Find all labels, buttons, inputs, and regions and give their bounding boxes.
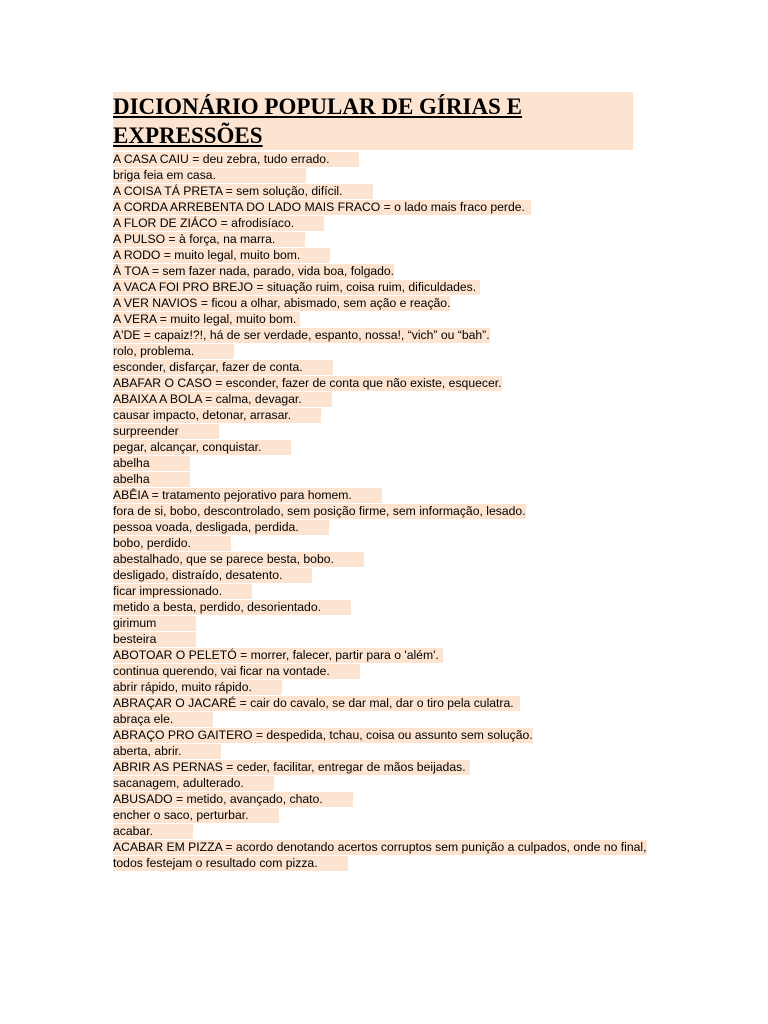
list-item	[113, 647, 713, 663]
entry-text: briga feia em casa.	[113, 168, 306, 183]
entry-text: todos festejam o resultado com pizza.	[113, 856, 348, 871]
list-item	[113, 663, 713, 679]
entry-text: A VERA = muito legal, muito bom.	[113, 312, 300, 327]
list-item	[113, 183, 713, 199]
list-item	[113, 775, 713, 791]
entry-text: A COISA TÁ PRETA = sem solução, difícil.	[113, 184, 373, 199]
entry-text: abelha	[113, 472, 190, 487]
title-line-2: EXPRESSÕES	[113, 123, 269, 148]
entry-text: desligado, distraído, desatento.	[113, 568, 312, 583]
entry-text: A CASA CAIU = deu zebra, tudo errado.	[113, 152, 359, 167]
list-item	[113, 695, 713, 711]
entry-text: ABRIR AS PERNAS = ceder, facilitar, entregar de mãos beijadas.	[113, 760, 470, 775]
list-item	[113, 375, 713, 391]
list-item	[113, 631, 713, 647]
list-item	[113, 391, 713, 407]
list-item	[113, 231, 713, 247]
entry-text: esconder, disfarçar, fazer de conta.	[113, 360, 333, 375]
entry-text: abestalhado, que se parece besta, bobo.	[113, 552, 364, 567]
list-item	[113, 519, 713, 535]
entry-text: aberta, abrir.	[113, 744, 221, 759]
list-item	[113, 807, 713, 823]
entry-text: A CORDA ARREBENTA DO LADO MAIS FRACO = o lado mais fraco perde.	[113, 200, 531, 215]
list-item	[113, 615, 713, 631]
entry-text: metido a besta, perdido, desorientado.	[113, 600, 351, 615]
entry-text: abraça ele.	[113, 712, 213, 727]
list-item	[113, 343, 713, 359]
entry-text: A'DE = capaiz!?!, há de ser verdade, espanto, nossa!, “vich” ou “bah”.	[113, 328, 490, 342]
entry-text: ficar impressionado.	[113, 584, 252, 599]
entry-text: ABAFAR O CASO = esconder, fazer de conta que não existe, esquecer.	[113, 376, 502, 390]
list-item	[113, 439, 713, 455]
list-item	[113, 199, 713, 215]
list-item	[113, 423, 713, 439]
list-item	[113, 455, 713, 471]
entry-text: continua querendo, vai ficar na vontade.	[113, 664, 360, 679]
list-item	[113, 311, 713, 327]
list-item	[113, 551, 713, 567]
entry-list	[113, 151, 713, 871]
entry-text: causar impacto, detonar, arrasar.	[113, 408, 321, 423]
entry-text: abelha	[113, 456, 190, 471]
entry-text: encher o saco, perturbar.	[113, 808, 279, 823]
list-item	[113, 855, 713, 871]
list-item	[113, 711, 713, 727]
entry-text: surpreender	[113, 424, 219, 439]
list-item	[113, 567, 713, 583]
list-item	[113, 823, 713, 839]
entry-text: ABRAÇO PRO GAITERO = despedida, tchau, coisa ou assunto sem solução.	[113, 728, 533, 742]
list-item	[113, 215, 713, 231]
entry-text: fora de si, bobo, descontrolado, sem posição firme, sem informação, lesado.	[113, 504, 526, 518]
list-item	[113, 359, 713, 375]
entry-text: acabar.	[113, 824, 193, 839]
entry-text: ABOTOAR O PELETÓ = morrer, falecer, partir para o 'além'.	[113, 648, 443, 663]
list-item	[113, 679, 713, 695]
entry-text: A VACA FOI PRO BREJO = situação ruim, coisa ruim, dificuldades.	[113, 280, 480, 295]
page-title	[113, 92, 633, 150]
list-item	[113, 743, 713, 759]
list-item	[113, 791, 713, 807]
entry-text: ABÊIA = tratamento pejorativo para homem.	[113, 488, 382, 503]
list-item	[113, 487, 713, 503]
list-item	[113, 295, 713, 311]
entry-text: A PULSO = à força, na marra.	[113, 232, 305, 247]
entry-text: À TOA = sem fazer nada, parado, vida boa, folgado.	[113, 264, 395, 278]
entry-text: rolo, problema.	[113, 344, 234, 359]
entry-text: ABUSADO = metido, avançado, chato.	[113, 792, 353, 807]
entry-text: bobo, perdido.	[113, 536, 231, 551]
entry-text: ACABAR EM PIZZA = acordo denotando acertos corruptos sem punição a culpados, onde no final,	[113, 840, 647, 854]
entry-text: pegar, alcançar, conquistar.	[113, 440, 291, 455]
entry-text: sacanagem, adulterado.	[113, 776, 274, 791]
list-item	[113, 279, 713, 295]
entry-text: A FLOR DE ZIÁCO = afrodisíaco.	[113, 216, 324, 231]
entry-text: A RODO = muito legal, muito bom.	[113, 248, 330, 263]
list-item	[113, 407, 713, 423]
list-item	[113, 727, 713, 743]
list-item	[113, 167, 713, 183]
list-item	[113, 263, 713, 279]
list-item	[113, 839, 713, 855]
entry-text: A VER NAVIOS = ficou a olhar, abismado, sem ação e reação.	[113, 296, 451, 310]
list-item	[113, 327, 713, 343]
entry-text: ABRAÇAR O JACARÉ = cair do cavalo, se dar mal, dar o tiro pela culatra.	[113, 696, 520, 711]
list-item	[113, 471, 713, 487]
list-item	[113, 151, 713, 167]
title-line-1: DICIONÁRIO POPULAR DE GÍRIAS E	[113, 94, 528, 119]
list-item	[113, 247, 713, 263]
entry-text: girimum	[113, 616, 196, 631]
list-item	[113, 759, 713, 775]
list-item	[113, 503, 713, 519]
list-item	[113, 599, 713, 615]
entry-text: ABAIXA A BOLA = calma, devagar.	[113, 392, 332, 407]
entry-text: besteira	[113, 632, 196, 647]
entry-text: pessoa voada, desligada, perdida.	[113, 520, 329, 535]
list-item	[113, 535, 713, 551]
list-item	[113, 583, 713, 599]
entry-text: abrir rápido, muito rápido.	[113, 680, 282, 695]
